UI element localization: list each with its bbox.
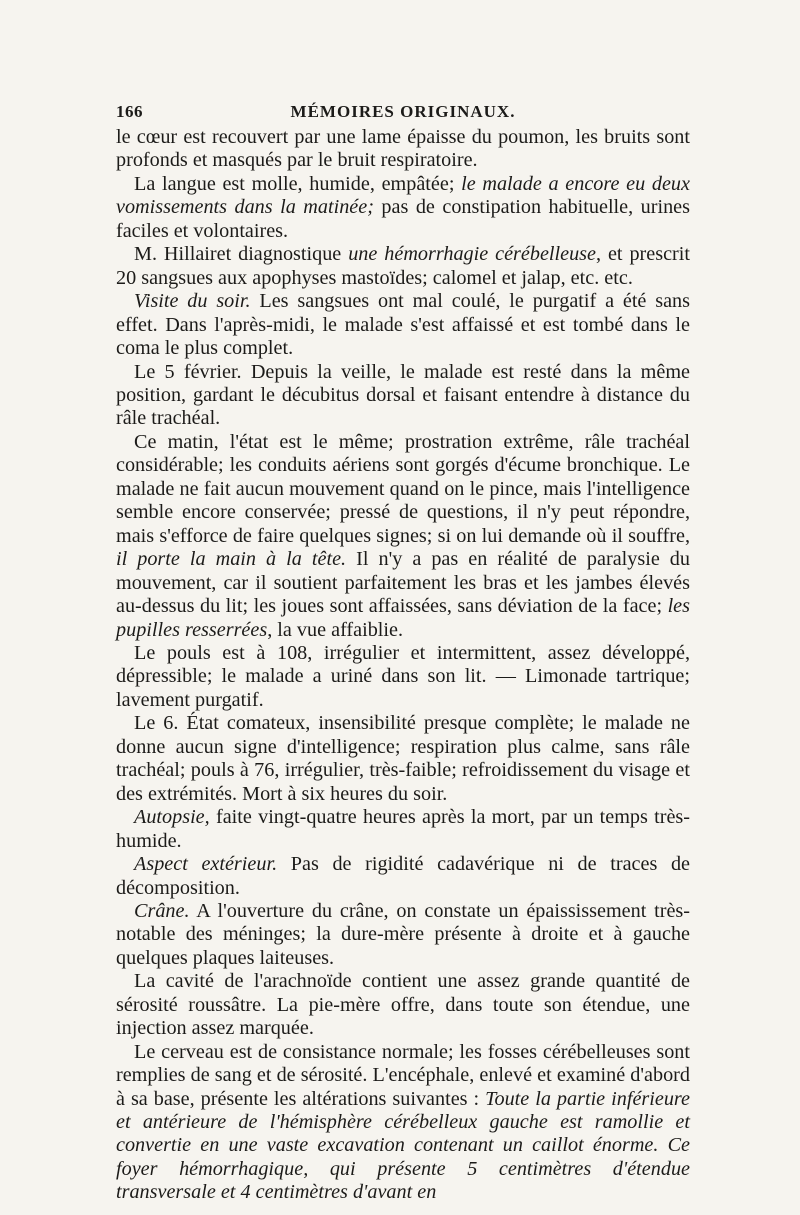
paragraph: Visite du soir. Les sangsues ont mal coulé, le purgatif a été sans effet. Dans l'après-midi, le malade s'est affaissé et est tombé dans le coma le plus complet.: [116, 290, 690, 360]
page-number: 166: [116, 102, 143, 121]
paragraph: Le 6. État comateux, insensibilité presque complète; le malade ne donne aucun signe d'intelligence; respiration plus calme, sans râle trachéal; pouls à 76, irrégulier, très-faible; refroidissement du visage et des extrémités. Mort à six heures du soir.: [116, 712, 690, 805]
paragraph: Le cerveau est de consistance normale; les fosses cérébelleuses sont remplies de sang et de sérosité. L'encéphale, enlevé et examiné d'abord à sa base, présente les altérations suivantes : Toute la partie inférieure et antérieure de l'hémisphère cérébelleux gauche est ramollie et convertie en une vaste excavation contenant un caillot énorme. Ce foyer hémorrhagique, qui présente 5 centimètres d'étendue transversale et 4 centimètres d'avant en: [116, 1040, 690, 1204]
paragraph: Ce matin, l'état est le même; prostration extrême, râle trachéal considérable; les conduits aériens sont gorgés d'écume bronchique. Le malade ne fait aucun mouvement quand on le pince, mais l'intelligence semble encore conservée; pressé de questions, il n'y peut répondre, mais s'efforce de faire quelques signes; si on lui demande où il souffre, il porte la main à la tête. Il n'y a pas en réalité de paralysie du mouvement, car il soutient parfaitement les bras et les jambes élevés au-dessus du lit; les joues sont affaissées, sans déviation de la face; les pupilles resserrées, la vue affaiblie.: [116, 430, 690, 641]
body-text: [116, 126, 690, 1205]
paragraph: Autopsie, faite vingt-quatre heures après la mort, par un temps très-humide.: [116, 806, 690, 852]
paragraph: La langue est molle, humide, empâtée; le malade a encore eu deux vomissements dans la matinée; pas de constipation habituelle, urines faciles et volontaires.: [116, 172, 690, 242]
paragraph: La cavité de l'arachnoïde contient une assez grande quantité de sérosité roussâtre. La pie-mère offre, dans toute son étendue, une injection assez marquée.: [116, 970, 690, 1040]
paragraph: Le 5 février. Depuis la veille, le malade est resté dans la même position, gardant le décubitus dorsal et faisant entendre à distance du râle trachéal.: [116, 360, 690, 430]
paragraph: Crâne. A l'ouverture du crâne, on constate un épaississement très-notable des méninges; la dure-mère présente à droite et à gauche quelques plaques laiteuses.: [116, 899, 690, 969]
paragraph: Aspect extérieur. Pas de rigidité cadavérique ni de traces de décomposition.: [116, 853, 690, 899]
paragraph: M. Hillairet diagnostique une hémorrhagie cérébelleuse, et prescrit 20 sangsues aux apophyses mastoïdes; calomel et jalap, etc. etc.: [116, 243, 690, 289]
running-title: MÉMOIRES ORIGINAUX.: [290, 102, 516, 121]
paragraph: le cœur est recouvert par une lame épaisse du poumon, les bruits sont profonds et masqués par le bruit respiratoire.: [116, 126, 690, 172]
paragraph: Le pouls est à 108, irrégulier et intermittent, assez développé, dépressible; le malade a uriné dans son lit. — Limonade tartrique; lavement purgatif.: [116, 641, 690, 711]
running-head: [116, 96, 690, 126]
